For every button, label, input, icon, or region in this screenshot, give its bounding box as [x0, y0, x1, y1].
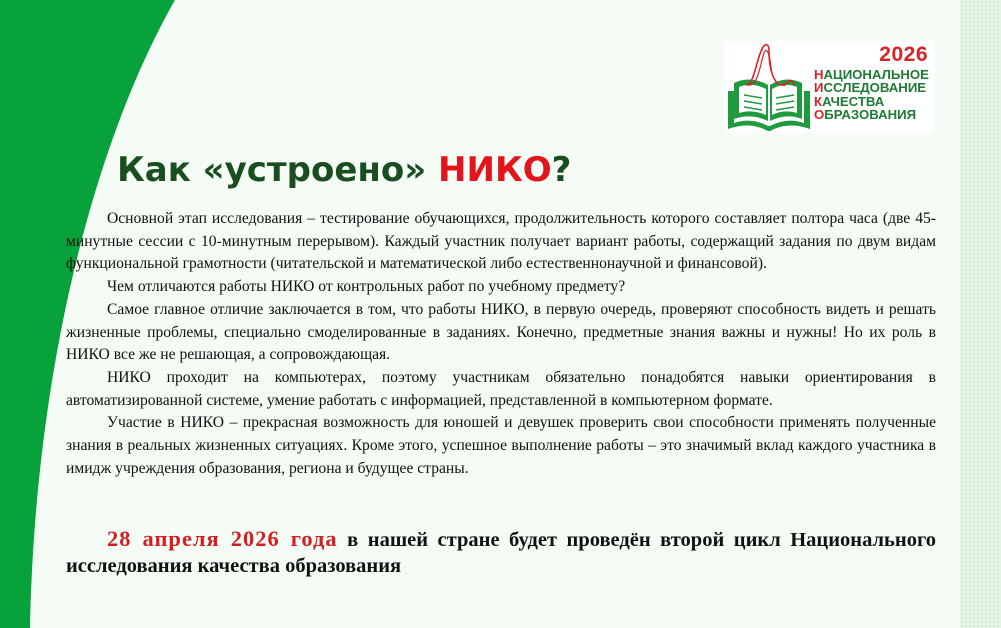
paragraph: Чем отличаются работы НИКО от контрольных работ по учебному предмету?: [107, 278, 626, 296]
paragraph: Самое главное отличие заключается в том, что работы НИКО, в первую очередь, проверяют способность видеть и решать жизненные проблемы, специально смоделированные в заданиях. Конечно, предметные знания важны и нужны! Но их роль в НИКО все же не решающая, а сопровождающая.: [66, 300, 936, 364]
announcement: [66, 526, 936, 579]
title-highlight: НИКО: [438, 150, 552, 190]
paragraph: Основной этап исследования – тестирование обучающихся, продолжительность которого составляет полтора часа (две 45-минутные сессии с 10-минутным перерывом). Каждый участник получает вариант работы, содержащий задания по двум видам функциональной грамотности (читательской и математической либо естественнонаучной и финансовой).: [66, 210, 936, 273]
logo-text: [814, 68, 929, 122]
logo-line-4: ОБРАЗОВАНИЯ: [814, 107, 917, 123]
logo-year: 2026: [879, 43, 928, 66]
niko-logo: [724, 41, 934, 133]
open-book-icon: [724, 41, 816, 133]
logo-line-1: НАЦИОНАЛЬНОЕ: [814, 67, 929, 82]
paragraph: НИКО проходит на компьютерах, поэтому участникам обязательно понадобятся навыки ориентирования в автоматизированной системе, умение работать с информацией, представленной в компьютерном формате.: [66, 368, 936, 409]
logo-line-3: КАЧЕСТВА: [814, 93, 885, 109]
announcement-date: 28 апреля 2026 года: [107, 526, 338, 551]
paragraph: Участие в НИКО – прекрасная возможность для юношей и девушек проверить свои способности применять полученные знания в реальных жизненных ситуациях. Кроме этого, успешное выполнение работы – это значимый вклад каждого участника в имидж учреждения образования, региона и будущее страны.: [66, 414, 936, 477]
dotted-strip: [955, 0, 1001, 628]
body-text: [66, 208, 936, 480]
logo-line-2: ИССЛЕДОВАНИЕ: [814, 80, 927, 96]
announcement-text: в нашей стране будет проведён второй цикл Национального исследования качества образования: [66, 529, 936, 577]
slide-title: Как «устроено» НИКО?: [117, 150, 572, 190]
